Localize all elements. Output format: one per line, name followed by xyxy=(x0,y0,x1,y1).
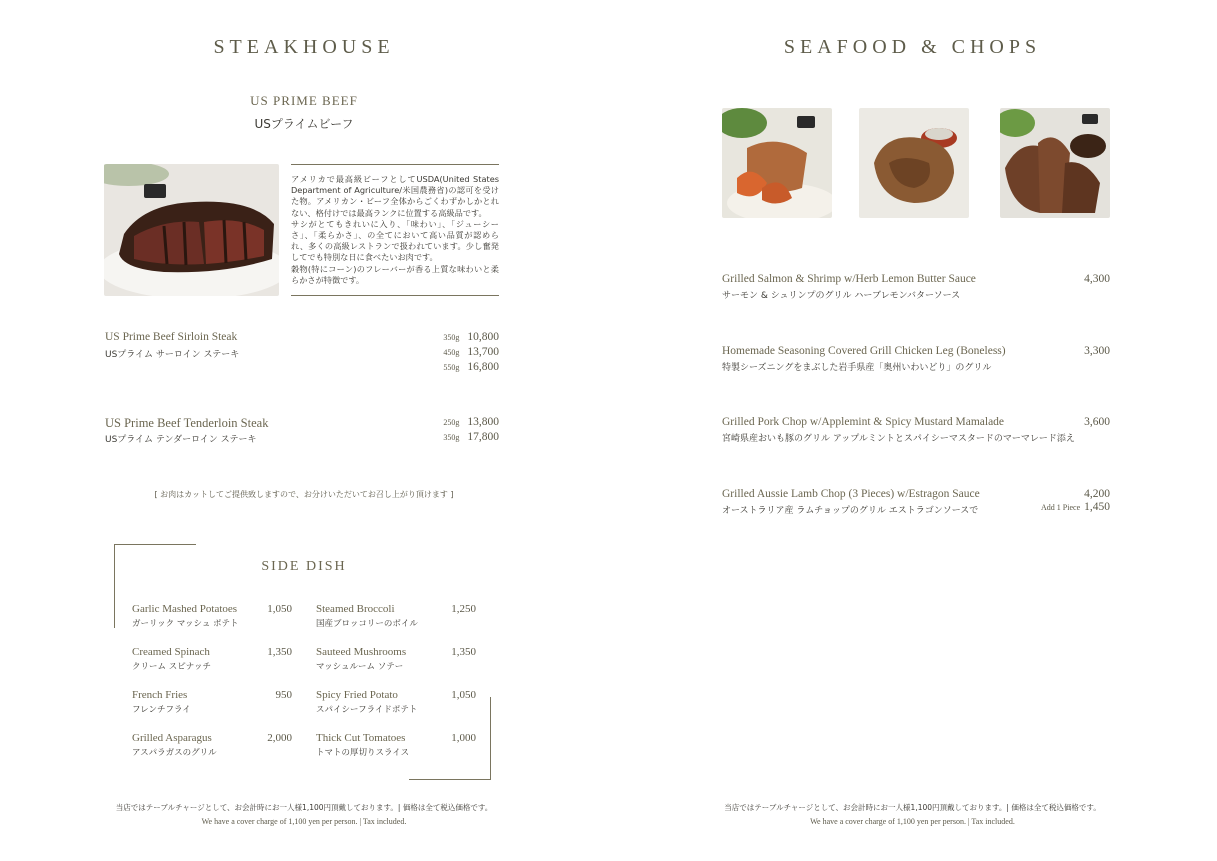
portion-size: 450g xyxy=(443,348,460,357)
price-list xyxy=(419,416,499,446)
side-dish-name-en: Steamed Broccoli xyxy=(316,603,395,615)
lamb-chop-photo xyxy=(1000,108,1110,218)
page-title-seafood: SEAFOOD & CHOPS xyxy=(783,36,1042,58)
page-title-steakhouse: STEAKHOUSE xyxy=(213,36,395,58)
side-dish-name-jp: マッシュルーム ソテー xyxy=(316,662,404,672)
footer-text-jp: 当店ではテーブルチャージとして、お会計時にお一人様1,100円頂戴しております。| 価格は全て税込価格です。 xyxy=(115,803,493,812)
menu-item-tenderloin xyxy=(105,416,499,450)
portion-size: 350g xyxy=(443,433,460,442)
item-name-jp: 特製シーズニングをまぶした岩手県産「奥州いわいどり」のグリル xyxy=(722,363,992,373)
cutting-note: [ お肉はカットしてご提供致しますので、お分けいただいてお召し上がり頂けます ] xyxy=(154,490,454,499)
side-dish-name-en: Garlic Mashed Potatoes xyxy=(132,603,238,615)
side-dish-price: 1,250 xyxy=(451,603,476,615)
steak-photo xyxy=(104,164,279,296)
section-subtitle-en: US PRIME BEEF xyxy=(250,93,358,108)
side-dish-name-en: Spicy Fried Potato xyxy=(316,689,398,701)
side-dish-price: 1,050 xyxy=(267,603,292,615)
side-dish-name-jp: スパイシーフライドポテト xyxy=(316,705,418,715)
frame-line xyxy=(114,544,115,628)
side-dish-name-en: Grilled Asparagus xyxy=(132,732,212,744)
price: 3,300 xyxy=(1084,345,1110,357)
side-dish-title: SIDE DISH xyxy=(261,559,347,574)
side-dish-price: 1,350 xyxy=(267,646,292,658)
frame-line xyxy=(409,779,491,780)
menu-item-sirloin xyxy=(105,331,499,381)
side-dish-name-jp: フレンチフライ xyxy=(132,705,191,715)
item-name-jp: サーモン & シュリンプのグリル ハーブレモンバターソース xyxy=(722,291,961,301)
price-row xyxy=(419,331,499,346)
side-dish-name-jp: ガーリック マッシュ ポテト xyxy=(132,619,239,629)
price: 10,800 xyxy=(467,331,499,343)
side-dish-item xyxy=(132,646,292,672)
portion-size: 350g xyxy=(443,333,460,342)
price-list xyxy=(419,331,499,376)
side-dish-name-jp: アスパラガスのグリル xyxy=(132,748,217,758)
footer-text-en: We have a cover charge of 1,100 yen per person. | Tax included. xyxy=(810,817,1015,826)
right-page xyxy=(608,0,1217,861)
footer-right xyxy=(608,802,1217,826)
item-name-en: Grilled Pork Chop w/Applemint & Spicy Mustard Mamalade xyxy=(722,416,1005,428)
price-row xyxy=(419,431,499,446)
section-subtitle-jp: USプライムビーフ xyxy=(254,117,354,131)
side-dish-item xyxy=(132,732,292,758)
item-name-en: Grilled Aussie Lamb Chop (3 Pieces) w/Estragon Sauce xyxy=(722,488,980,500)
side-dish-name-en: Creamed Spinach xyxy=(132,646,210,658)
side-dish-item xyxy=(132,603,292,629)
side-dish-price: 1,000 xyxy=(451,732,476,744)
price: 13,800 xyxy=(467,416,499,428)
price: 4,200 xyxy=(1084,488,1110,500)
item-name-jp: USプライム テンダーロイン ステーキ xyxy=(105,435,257,445)
side-dish-name-en: French Fries xyxy=(132,689,188,701)
price-row xyxy=(419,361,499,376)
side-dish-item xyxy=(316,646,476,672)
portion-size: 250g xyxy=(443,418,460,427)
item-name-en: Grilled Salmon & Shrimp w/Herb Lemon Butter Sauce xyxy=(722,273,976,285)
side-dish-price: 2,000 xyxy=(267,732,292,744)
menu-item-lamb-chop xyxy=(722,488,1110,516)
addon-price xyxy=(1041,501,1110,513)
chicken-leg-photo xyxy=(859,108,969,218)
side-dish-name-jp: クリーム スピナッチ xyxy=(132,662,212,672)
item-name-jp: USプライム サーロイン ステーキ xyxy=(105,350,240,360)
salmon-shrimp-photo xyxy=(722,108,832,218)
item-name-en: Homemade Seasoning Covered Grill Chicken Leg (Boneless) xyxy=(722,345,1006,357)
menu-item-pork-chop xyxy=(722,416,1110,444)
side-dish-name-en: Sauteed Mushrooms xyxy=(316,646,407,658)
item-name-jp: オーストラリア産 ラムチョップのグリル エストラゴンソースで xyxy=(722,506,979,516)
price: 4,300 xyxy=(1084,273,1110,285)
footer-text-jp: 当店ではテーブルチャージとして、お会計時にお一人様1,100円頂戴しております。| 価格は全て税込価格です。 xyxy=(724,803,1101,812)
side-dish-price: 950 xyxy=(275,689,292,701)
item-name-en: US Prime Beef Tenderloin Steak xyxy=(105,416,269,430)
portion-size: 550g xyxy=(443,363,460,372)
item-name-en: US Prime Beef Sirloin Steak xyxy=(105,331,238,343)
price-row xyxy=(419,416,499,431)
price: 17,800 xyxy=(467,431,499,443)
side-dish-item xyxy=(316,689,476,715)
frame-line xyxy=(114,544,196,545)
price: 13,700 xyxy=(467,346,499,358)
footer-left xyxy=(0,802,608,826)
side-dish-price: 1,050 xyxy=(451,689,476,701)
item-name-jp: 宮崎県産おいも豚のグリル アップルミントとスパイシーマスタードのマーマレード添え xyxy=(722,434,1075,444)
side-dish-name-en: Thick Cut Tomatoes xyxy=(316,732,406,744)
beef-description-text: アメリカで最高級ビーフとしてUSDA(United States Department of Agriculture/米国農務省)の認可を受けた物。アメリカン・ビーフ全体からごくわずかしかとれない、格付けでは最高ランクに位置する高級品です。 サシがとてもきれいに入り、「味わい」、「ジューシーさ」、「柔らかさ」、の全てにおいて高い品質が認められ、多くの高級レストランで扱われています。少し奮発してでも特別な日に食べたいお肉です。 穀物(特にコーン)のフレーバーが香る上質な味わいと柔らかさが特徴です。 xyxy=(291,174,499,285)
beef-description xyxy=(291,164,499,296)
side-dish-item xyxy=(316,732,476,758)
side-dish-name-jp: 国産ブロッコリーのボイル xyxy=(316,619,418,629)
price: 3,600 xyxy=(1084,416,1110,428)
menu-item-salmon-shrimp xyxy=(722,273,1110,301)
menu-item-chicken-leg xyxy=(722,345,1110,373)
price: 16,800 xyxy=(467,361,499,373)
frame-line xyxy=(490,697,491,780)
side-dish-item xyxy=(132,689,292,715)
left-page xyxy=(0,0,608,861)
addon-price-value: 1,450 xyxy=(1084,501,1110,513)
side-dish-item xyxy=(316,603,476,629)
side-dish-price: 1,350 xyxy=(451,646,476,658)
side-dish-name-jp: トマトの厚切りスライス xyxy=(316,748,410,758)
footer-text-en: We have a cover charge of 1,100 yen per person. | Tax included. xyxy=(201,817,407,826)
price-row xyxy=(419,346,499,361)
addon-label: Add 1 Piece xyxy=(1041,503,1081,512)
